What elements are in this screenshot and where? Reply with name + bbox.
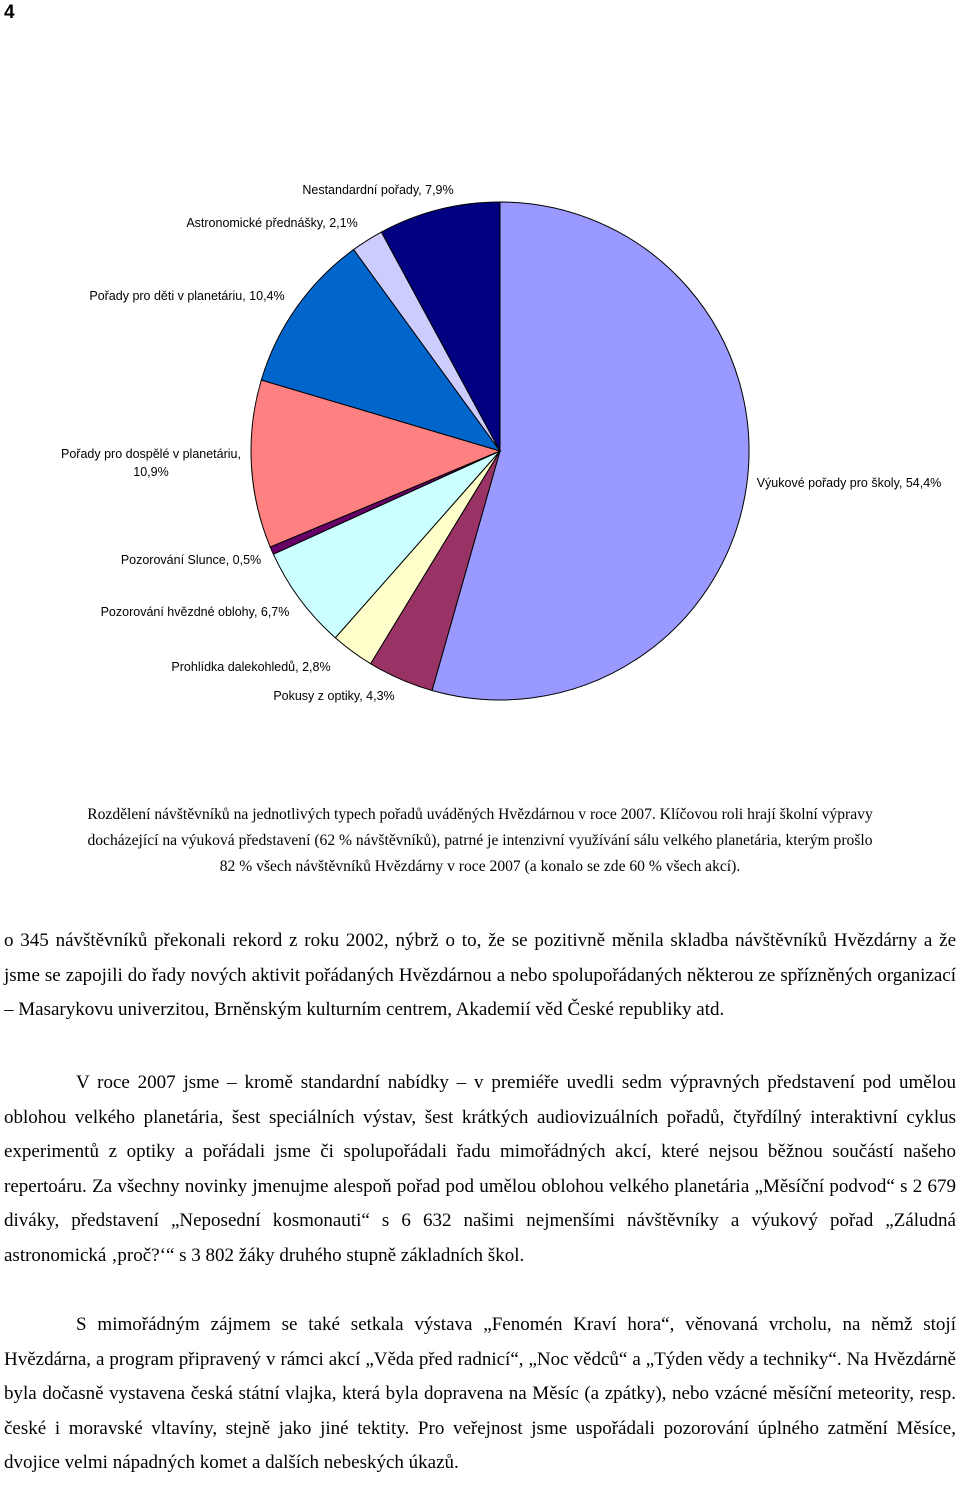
caption-line-2: docházející na výuková představení (62 % návštěvníků), patrné je intenzivní využívání sálu velkého planetária, kterým prošlo: [87, 832, 873, 849]
paragraph-1: [4, 924, 956, 1028]
label-slunce: Pozorování Slunce, 0,5%: [120, 553, 262, 567]
label-vyukove: Výukové pořady pro školy, 54,4%: [756, 476, 942, 490]
label-dospele-line1: Pořady pro dospělé v planetáriu,: [61, 447, 241, 461]
paragraph-2: [4, 1066, 956, 1273]
label-prednasky: Astronomické přednášky, 2,1%: [186, 216, 358, 230]
label-dospele-line2: 10,9%: [133, 465, 169, 479]
pie-slices: [251, 202, 749, 700]
page-number: 4: [4, 2, 15, 23]
label-deti: Pořady pro děti v planetáriu, 10,4%: [89, 289, 285, 303]
paragraph-3: [4, 1308, 956, 1481]
caption-line-1: Rozdělení návštěvníků na jednotlivých typech pořadů uváděných Hvězdárnou v roce 2007. Klíčovou roli hrají školní výpravy: [87, 806, 873, 823]
label-prohlidka: Prohlídka dalekohledů, 2,8%: [171, 660, 331, 674]
label-pokusy: Pokusy z optiky, 4,3%: [273, 689, 395, 703]
label-nestandardni: Nestandardní pořady, 7,9%: [302, 183, 454, 197]
paragraph-3-text: S mimořádným zájmem se také setkala výstava „Fenomén Kraví hora“, věnovaná vrcholu, na němž stojí Hvězdárna, a program připravený v rámci akcí „Věda před radnicí“, „Noc vědců“ a „Týden vědy a techniky“. Na Hvězdárně byla dočasně vystavena česká státní vlajka, která byla dopravena na Měsíc (a zpátky), nebo vzácné měsíční meteority, resp. české i moravské vltavíny, stejně jako jiné tektity. Pro veřejnost jsme uspořádali pozorování úplného zatmění Měsíce, dvojice velmi nápadných komet a dalších nebeských úkazů.: [4, 1314, 956, 1473]
paragraph-2-text: V roce 2007 jsme – kromě standardní nabídky – v premiéře uvedli sedm výpravných představení pod umělou oblohou velkého planetária, šest speciálních výstav, šest krátkých audiovizuálních pořadů, čtyřdílný interaktivní cyklus experimentů z optiky a pořádali jsme či spolupořádali řadu mimořádných akcí, které nejsou běžnou součástí našeho repertoáru. Za všechny novinky jmenujme alespoň pořad pod umělou oblohou velkého planetária „Měsíční podvod“ s 2 679 diváky, představení „Neposední kosmonauti“ s 6 632 našimi nejmenšími návštěvníky a výukový pořad „Záludná astronomická ‚proč?‘“ s 3 802 žáky druhého stupně základních škol.: [4, 1072, 956, 1266]
label-hvezdne: Pozorování hvězdné oblohy, 6,7%: [100, 605, 290, 619]
figure-caption: [8, 802, 952, 880]
caption-line-3: 82 % všech návštěvníků Hvězdárny v roce 2007 (a konalo se zde 60 % všech akcí).: [219, 858, 741, 875]
paragraph-1-text: o 345 návštěvníků překonali rekord z roku 2002, nýbrž o to, že se pozitivně měnila skladba návštěvníků Hvězdárny a že jsme se zapojili do řady nových aktivit pořádaných Hvězdárnou a nebo spolupořádaných některou ze spřízněných organizací – Masarykovu univerzitou, Brněnským kulturním centrem, Akademií věd České republiky atd.: [4, 930, 956, 1020]
